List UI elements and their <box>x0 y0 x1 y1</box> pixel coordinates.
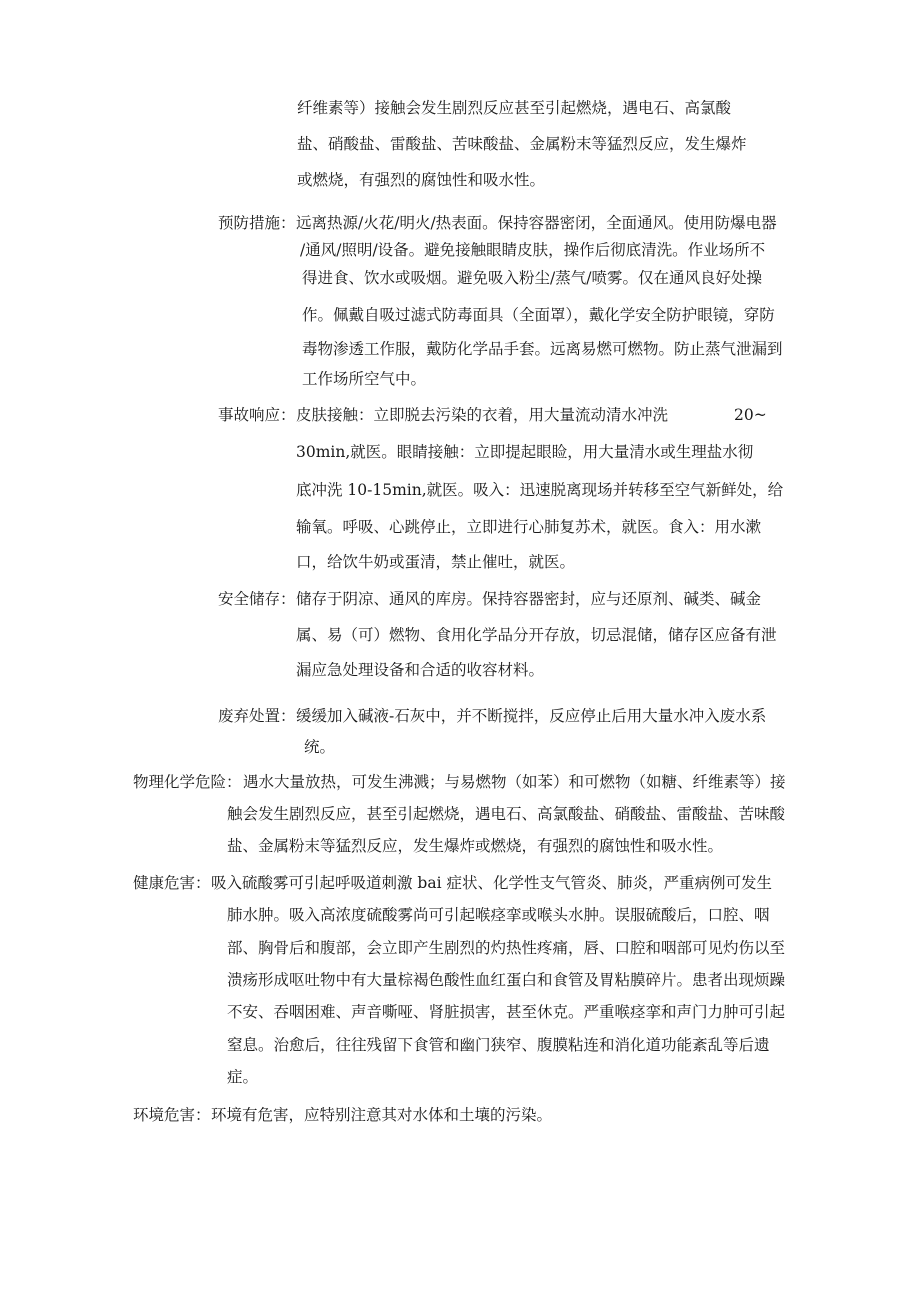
storage-label: 安全储存： <box>218 590 296 608</box>
health-line: 窒息。治愈后，往往残留下食管和幽门狭窄、腹膜粘连和消化道功能紊乱等后遗 <box>227 1036 770 1054</box>
continuation-line: 或燃烧，有强烈的腐蚀性和吸水性。 <box>297 171 546 189</box>
health-line: 吸入硫酸雾可引起呼吸道刺激 bai 症状、化学性支气管炎、肺炎，严重病例可发生 <box>211 874 772 892</box>
response-line: 30min,就医。眼睛接触：立即提起眼睑，用大量清水或生理盐水彻 <box>296 443 754 461</box>
physchem-line: 遇水大量放热，可发生沸溅；与易燃物（如苯）和可燃物（如糖、纤维素等）接 <box>243 773 786 791</box>
disposal-label: 废弃处置： <box>218 707 296 725</box>
storage-line: 属、易（可）燃物、食用化学品分开存放，切忌混储，储存区应备有泄 <box>296 626 777 644</box>
physchem-label: 物理化学危险： <box>133 773 242 791</box>
storage-line: 储存于阴凉、通风的库房。保持容器密封，应与还原剂、碱类、碱金 <box>296 590 762 608</box>
environment-label: 环境危害： <box>133 1106 211 1124</box>
health-line: 不安、吞咽困难、声音嘶哑、肾脏损害，甚至休克。严重喉痉挛和声门力肿可引起 <box>227 1003 786 1021</box>
prevention-line: 得进食、饮水或吸烟。避免吸入粉尘/蒸气/喷雾。仅在通风良好处操 <box>302 269 762 287</box>
prevention-label: 预防措施： <box>218 214 296 232</box>
health-line: 部、胸骨后和腹部，会立即产生剧烈的灼热性疼痛，唇、口腔和咽部可见灼伤以至 <box>227 939 786 957</box>
health-line: 肺水肿。吸入高浓度硫酸雾尚可引起喉痉挛或喉头水肿。误服硫酸后，口腔、咽 <box>227 906 770 924</box>
health-line: 症。 <box>227 1068 259 1086</box>
physchem-line: 触会发生剧烈反应，甚至引起燃烧，遇电石、高氯酸盐、硝酸盐、雷酸盐、苦味酸 <box>227 805 786 823</box>
response-label: 事故响应： <box>218 406 296 424</box>
environment-text: 环境有危害，应特别注意其对水体和土壤的污染。 <box>211 1106 553 1124</box>
prevention-line: 远离热源/火花/明火/热表面。保持容器密闭，全面通风。使用防爆电器 <box>296 214 777 232</box>
health-line: 溃疡形成呕吐物中有大量棕褐色酸性血红蛋白和食管及胃粘膜碎片。患者出现烦躁 <box>227 971 786 989</box>
response-line: 输氧。呼吸、心跳停止，立即进行心肺复苏术，就医。食入：用水漱 <box>296 518 762 536</box>
prevention-line: 毒物渗透工作服，戴防化学品手套。远离易燃可燃物。防止蒸气泄漏到 <box>302 340 783 358</box>
prevention-line: 作。佩戴自吸过滤式防毒面具（全面罩），戴化学安全防护眼镜，穿防 <box>302 306 775 324</box>
response-line: 口，给饮牛奶或蛋清，禁止催吐，就医。 <box>296 553 576 571</box>
prevention-line: /通风/照明/设备。避免接触眼睛皮肤，操作后彻底清洗。作业场所不 <box>300 241 766 259</box>
response-line: 皮肤接触：立即脱去污染的衣着，用大量流动清水冲洗 <box>296 406 669 424</box>
response-line: 底冲洗 10-15min,就医。吸入：迅速脱离现场并转移至空气新鲜处，给 <box>296 481 784 499</box>
disposal-line: 缓缓加入碱液-石灰中，并不断搅拌，反应停止后用大量水冲入废水系 <box>296 707 767 725</box>
continuation-line: 纤维素等）接触会发生剧烈反应甚至引起燃烧，遇电石、高氯酸 <box>297 99 732 117</box>
continuation-line: 盐、硝酸盐、雷酸盐、苦味酸盐、金属粉末等猛烈反应，发生爆炸 <box>297 135 747 153</box>
disposal-line: 统。 <box>304 738 336 756</box>
storage-line: 漏应急处理设备和合适的收容材料。 <box>296 661 545 679</box>
health-label: 健康危害： <box>133 874 211 892</box>
physchem-line: 盐、金属粉末等猛烈反应，发生爆炸或燃烧，有强烈的腐蚀性和吸水性。 <box>227 837 724 855</box>
response-trailing: 20~ <box>734 406 767 424</box>
prevention-line: 工作场所空气中。 <box>302 370 427 388</box>
